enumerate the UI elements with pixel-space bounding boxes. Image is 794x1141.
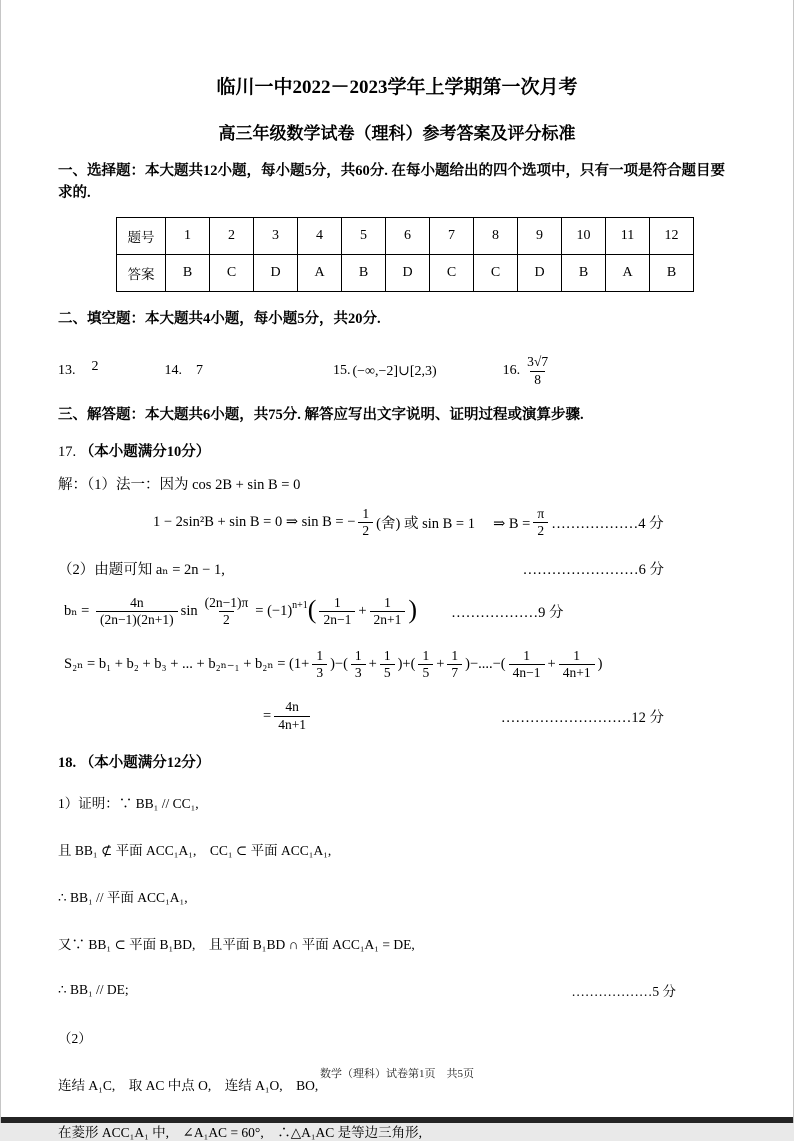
fraction-denominator: 2: [533, 522, 548, 539]
page-bottom-edge: [1, 1117, 793, 1123]
answer-cell: A: [606, 254, 650, 291]
score-leader: ………………………12 分: [500, 709, 664, 726]
section-choice-heading: 一、选择题：本大题共12小题，每小题5分，共60分. 在每小题给出的四个选项中，只有一项是符合题目要求的.: [58, 163, 725, 202]
q16-answer-fraction: [523, 354, 552, 387]
section-fill-heading: 二、填空题：本大题共4小题，每小题5分，共20分.: [58, 310, 381, 327]
fraction-numerator: 1: [384, 594, 391, 610]
formula-text: +: [368, 656, 377, 673]
formula-text: (舍) 或 sin B = 1 ⇒ B =: [376, 516, 531, 533]
answer-cell: C: [474, 254, 518, 291]
table-row-answers: [117, 254, 694, 291]
exponent: n+1: [292, 599, 308, 611]
fraction: [96, 595, 178, 628]
fraction-denominator: 3: [351, 664, 366, 681]
answer-cell: D: [518, 254, 562, 291]
fraction-numerator: 1: [354, 648, 362, 663]
formula-text: +: [436, 656, 445, 673]
q17-heading: [58, 440, 736, 461]
answer-cell: B: [342, 254, 386, 291]
fraction: [319, 595, 355, 628]
question-number-cell: 1: [166, 217, 210, 254]
fraction-denominator: 5: [380, 664, 395, 681]
fraction-numerator: 1: [316, 648, 324, 663]
fraction-denominator: (2n−1)(2n+1): [96, 611, 178, 628]
answer-cell: C: [430, 254, 474, 291]
q18-part2-label: [58, 1027, 736, 1047]
question-number-cell: 9: [518, 217, 562, 254]
score-leader: ……………………6 分: [522, 561, 664, 578]
open-paren: (: [307, 595, 317, 625]
q18-heading: [58, 751, 736, 772]
question-number-cell: 4: [298, 217, 342, 254]
q14-label: 14.: [164, 363, 182, 379]
formula-text: +: [547, 656, 556, 673]
table-row-question-numbers: [117, 217, 694, 254]
fraction: [370, 595, 406, 628]
answer-cell: B: [166, 254, 210, 291]
formula-text: sin: [180, 602, 198, 619]
fraction-numerator: 4n: [285, 699, 299, 715]
row-label-answer: 答案: [117, 254, 166, 291]
fraction-denominator: 4n+1: [274, 716, 310, 733]
proof-text: （2）: [58, 1030, 92, 1046]
fraction: [201, 595, 253, 628]
q17-bn-line: [58, 595, 736, 628]
question-number-cell: 7: [430, 217, 474, 254]
fraction-denominator: 4n+1: [559, 664, 595, 681]
q18-proof-line: [58, 839, 736, 859]
q18-proof-line: [58, 933, 736, 953]
proof-text: 且 BB₁ ⊄ 平面 ACC₁A₁, CC₁ ⊂ 平面 ACC₁A₁,: [58, 842, 332, 858]
q18-conclusion-line: [58, 980, 736, 1000]
answer-cell: B: [650, 254, 694, 291]
q14-answer: 7: [196, 363, 203, 379]
question-number-cell: 12: [650, 217, 694, 254]
q17-s2n-line: [58, 648, 736, 681]
formula-text: (1+: [289, 656, 310, 673]
answer-cell: D: [254, 254, 298, 291]
fraction-denominator: 2: [219, 611, 234, 628]
fill-answers-row: [58, 354, 736, 387]
fraction: [559, 648, 595, 681]
fraction-numerator: 1: [523, 648, 530, 663]
q15-answer: (−∞,−2]∪[2,3): [352, 363, 437, 379]
formula-text: （2）由题可知 aₙ = 2n − 1,: [58, 561, 225, 578]
formula-text: =: [263, 707, 272, 724]
answer-cell: A: [298, 254, 342, 291]
fraction-numerator: (2n−1)π: [204, 594, 249, 610]
fraction-denominator: 2n+1: [370, 611, 406, 628]
q16-label: 16.: [502, 363, 521, 379]
q18-number: 18.: [58, 754, 77, 771]
fraction-numerator: 1: [383, 648, 391, 663]
q13-answer: 2: [91, 359, 99, 375]
fraction: [509, 648, 545, 681]
answer-cell: D: [386, 254, 430, 291]
question-number-cell: 6: [386, 217, 430, 254]
close-paren: ): [408, 595, 418, 625]
fraction: [418, 648, 433, 681]
formula-text: = (−1): [255, 602, 293, 619]
q17-part2-line: [58, 558, 736, 579]
fraction-denominator: 5: [418, 664, 433, 681]
row-label-number: 题号: [117, 217, 166, 254]
formula-text: +: [358, 602, 367, 619]
fraction: [351, 648, 366, 681]
formula-text: 1 − 2sin²B + sin B = 0 ⇒ sin B = −: [153, 514, 356, 531]
formula-text: S₂ₙ = b₁ + b₂ + b₃ + ... + b₂ₙ₋₁ + b₂ₙ =: [64, 656, 290, 673]
question-number-cell: 2: [210, 217, 254, 254]
fraction-denominator: 8: [530, 371, 545, 388]
proof-text: ∴ BB₁ // DE;: [58, 981, 129, 997]
question-number-cell: 5: [342, 217, 386, 254]
q17-result-line: [58, 699, 736, 732]
fraction-numerator: 1: [573, 648, 581, 663]
score-leader: ………………9 分: [451, 604, 564, 621]
fraction-numerator: 4n: [130, 594, 144, 610]
score-leader: ………………4 分: [551, 516, 664, 533]
score-leader: ………………5 分: [571, 983, 676, 999]
q17-line1: 解：（1）法一：因为 cos 2B + sin B = 0: [58, 477, 301, 494]
formula-text: bₙ =: [64, 602, 93, 619]
page-title: 临川一中2022－2023学年上学期第一次月考: [216, 77, 578, 98]
question-number-cell: 10: [562, 217, 606, 254]
page-footer: 数学（理科）试卷第1页 共5页: [320, 1068, 474, 1080]
fraction-numerator: 1: [451, 648, 459, 663]
fraction-numerator: 1: [422, 648, 430, 663]
fraction: [358, 506, 373, 539]
section-solve-heading: 三、解答题：本大题共6小题，共75分. 解答应写出文字说明、证明过程或演算步骤.: [58, 406, 584, 423]
formula-text: ): [597, 656, 603, 673]
page-subtitle: 高三年级数学试卷（理科）参考答案及评分标准: [218, 124, 576, 143]
fraction-denominator: 2: [358, 522, 373, 539]
q18-points: （本小题满分12分）: [79, 754, 211, 771]
fraction: [274, 699, 310, 732]
proof-text: 1）证明：∵ BB₁ // CC₁,: [58, 795, 199, 811]
proof-text: ∴ BB₁ // 平面 ACC₁A₁,: [58, 889, 188, 905]
question-number-cell: 11: [606, 217, 650, 254]
fraction-denominator: 7: [447, 664, 462, 681]
proof-text: 连结 A₁C, 取 AC 中点 O, 连结 A₁O, BO,: [58, 1077, 319, 1093]
question-number-cell: 8: [474, 217, 518, 254]
fraction: [447, 648, 462, 681]
fraction-numerator: π: [537, 506, 545, 522]
formula-text: )−....−(: [465, 656, 506, 673]
answer-cell: C: [210, 254, 254, 291]
fraction: [533, 506, 548, 539]
q15-label: 15.: [333, 363, 351, 379]
question-number-cell: 3: [254, 217, 298, 254]
q13-label: 13.: [58, 363, 76, 379]
formula-text: )−(: [330, 656, 348, 673]
formula-text: )+(: [397, 656, 416, 673]
q18-proof-line: [58, 792, 736, 812]
fraction-denominator: 2n−1: [319, 611, 355, 628]
q17-number: 17.: [58, 444, 77, 461]
fraction: [312, 648, 327, 681]
fraction-numerator: 1: [334, 594, 341, 610]
fraction-denominator: 3: [312, 664, 327, 681]
fraction-numerator: 1: [362, 506, 370, 522]
answer-cell: B: [562, 254, 606, 291]
fraction-denominator: 4n−1: [509, 664, 545, 681]
q18-rhombus-line: [58, 1121, 736, 1141]
proof-text: 又∵ BB₁ ⊂ 平面 B₁BD, 且平面 B₁BD ∩ 平面 ACC₁A₁ = DE,: [58, 936, 415, 952]
fraction: [380, 648, 395, 681]
q17-step-line: [58, 506, 736, 539]
proof-text: 在菱形 ACC₁A₁ 中, ∠A₁AC = 60°, ∴△A₁AC 是等边三角形,: [58, 1124, 423, 1140]
fraction-numerator: 3√7: [527, 354, 549, 370]
q18-proof-line: [58, 886, 736, 906]
q17-points: （本小题满分10分）: [79, 444, 211, 461]
choice-answer-table: [116, 217, 694, 292]
